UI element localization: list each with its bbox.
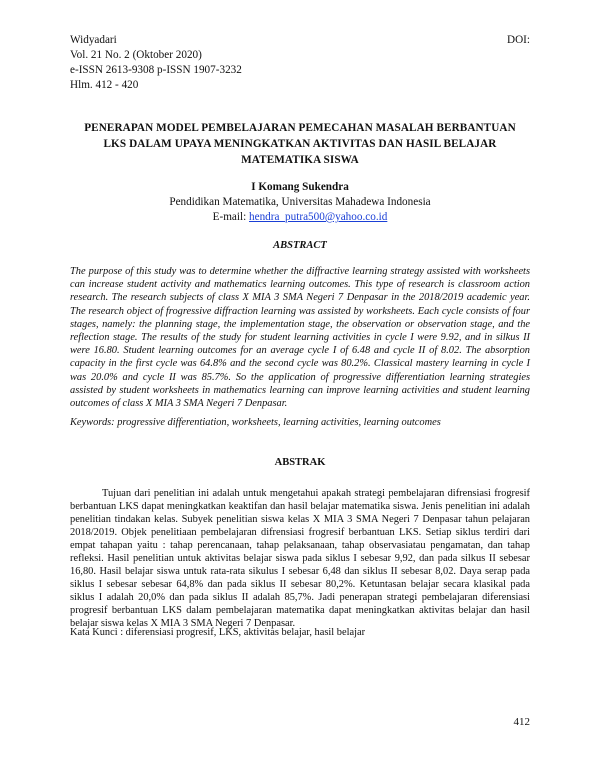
email-label: E-mail: [212, 211, 250, 223]
author-block [70, 180, 530, 225]
paper-title-line-1: PENERAPAN MODEL PEMBELAJARAN PEMECAHAN MASALAH BERBANTUAN [84, 122, 516, 134]
page-number: 412 [513, 716, 530, 728]
author-name: I Komang Sukendra [251, 181, 349, 193]
abstrak-heading: ABSTRAK [274, 457, 326, 468]
doi-label: DOI: [507, 34, 530, 46]
author-email-link[interactable]: hendra_putra500@yahoo.co.id [249, 211, 388, 223]
abstract-heading: ABSTRACT [273, 240, 327, 251]
abstrak-body: Tujuan dari penelitian ini adalah untuk mengetahui apakah strategi pembelajaran difrensiasi frogresif berbantuan LKS dapat meningkatkan keaktifan dan hasil belajar matematika siswa. Jenis penelitian ini adalah penelitian tindakan kelas. Subyek penelitian siswa kelas X MIA 3 SMA Negeri 7 Denpasar tahun pelajaran 2018/2019. Objek penelitiaan pembelajaran difrensiasi frogresif berbantuan LKS. Setiap siklus terdiri dari empat tahapan yaitu : tahap perencanaan, tahap pelaksanaan, tahap observasiatau pengamatan, dan tahap refleksi. Hasil penelitian untuk aktivitas belajar siswa pada siklus I sebesar 9,92, dan pada silkus II sebesar 16,80. Hasil belajar siswa untuk rata-rata sikulus I sebesar 6,48 dan siklus II sebesar 8,02. Daya serap pada siklus I sebesar sebesar 64,8% dan pada siklus II sebesar 80,2%. Ketuntasan belajar secara klasikal pada siklus I adalah 20,0% dan pada siklus II adalah 85,7%. Jadi penerapan strategi pembelajaran diferensiasi progresif berbantuan LKS dalam pembelajaran matematika dapat meningkatkan aktivitas belajar dan hasil belajar siswa kelas X MIA 3 SMA Negeri 7 Denpasar. [70, 488, 530, 629]
paper-title-line-3: MATEMATIKA SISWA [241, 154, 359, 166]
kata-kunci: Kata Kunci : diferensiasi progresif, LKS, aktivitas belajar, hasil belajar [70, 627, 366, 638]
paper-title [70, 120, 530, 168]
author-email-row [70, 210, 530, 225]
journal-header [70, 33, 242, 93]
journal-name: Widyadari [70, 34, 117, 46]
author-affiliation: Pendidikan Matematika, Universitas Mahadewa Indonesia [169, 196, 431, 208]
journal-pages: Hlm. 412 - 420 [70, 79, 139, 91]
abstract-body: The purpose of this study was to determine whether the diffractive learning strategy assisted with worksheets can increase student activity and mathematics learning outcomes. This type of research is classroom action research. The research subjects of class X MIA 3 SMA Negeri 7 Denpasar in the 2018/2019 academic year. The research object of frogressive diffraction learning was assisted by worksheets. Each cycle consists of four stages, namely: the planning stage, the implementation stage, the observation or observation stage, and the reflection stage. The results of the study for student learning activities in cycle I were 9.92, and in silkus II were 16.80. Student learning outcomes for an average cycle I of 6.48 and cycle II of 8.02. The absorption capacity in the first cycle was 64.8% and the second cycle was 80.2%. Classical mastery learning in cycle I was 20.0% and cycle II was 85.7%. So the application of progressive differentiation learning strategies assisted by student worksheets in mathematics learning can improve learning activities and student learning outcomes of class X MIA 3 SMA Negeri 7 Denpasar. [70, 266, 530, 410]
keywords-en: Keywords: progressive differentiation, worksheets, learning activities, learning outcomes [70, 417, 441, 428]
journal-volume: Vol. 21 No. 2 (Oktober 2020) [70, 49, 202, 61]
paper-title-line-2: LKS DALAM UPAYA MENINGKATKAN AKTIVITAS DAN HASIL BELAJAR [103, 138, 497, 150]
journal-issn: e-ISSN 2613-9308 p-ISSN 1907-3232 [70, 64, 242, 76]
